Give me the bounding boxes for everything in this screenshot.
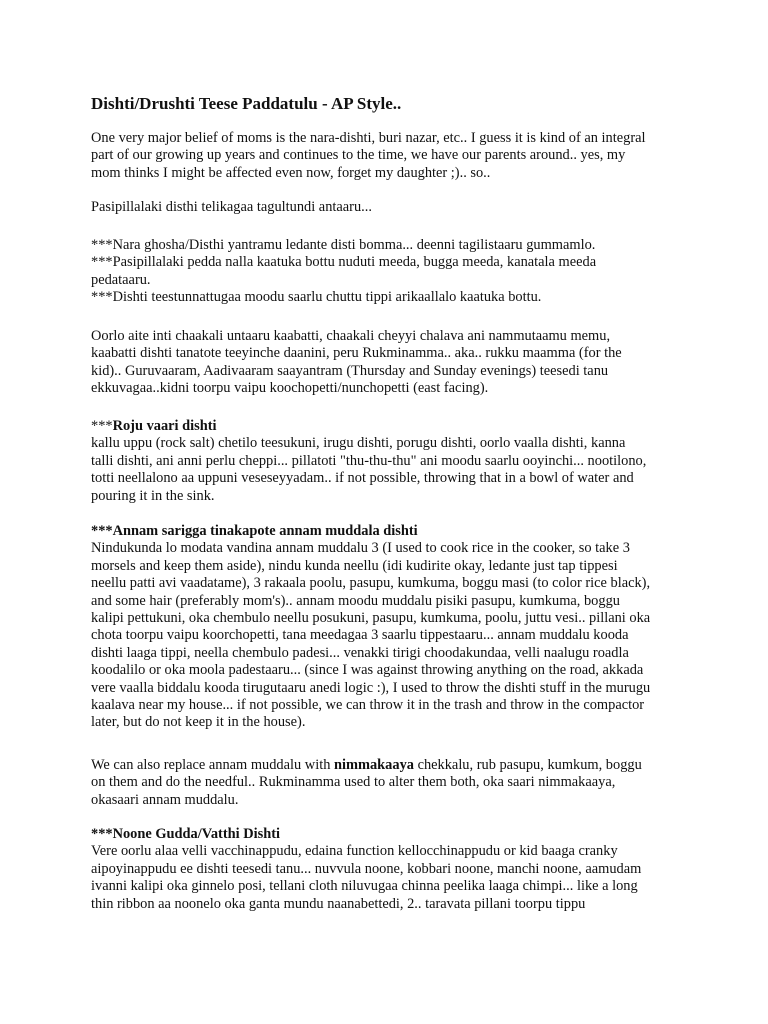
- text-line: kalipi pettukuni, oka chembulo neellu posukuni, pasupu, kumkuma, poolu, juttu vesi.. pillani oka: [91, 610, 651, 627]
- paragraph: [91, 328, 691, 398]
- text-line: kallu uppu (rock salt) chetilo teesukuni, irugu dishti, porugu dishti, oorlo vaalla dishti, kanna: [91, 435, 626, 452]
- text-line: totti neellalono aa uppuni veseseyyadam.. if not possible, throwing that in a bowl of water and: [91, 470, 634, 487]
- text-line: vere vaalla biddalu kooda tirugutaaru anedi logic :), I used to throw the dishti stuff in the murugu: [91, 679, 651, 696]
- intro-paragraph: [91, 130, 691, 182]
- text-line: ekkuvagaa..kidni toorpu vaipu koochopetti/nunchopetti (east facing).: [91, 380, 489, 397]
- text-line: kaabatti dishti tanatote teeyinche daanini, peru Rukminamma.. aka.. rukku maamma (for the: [91, 345, 622, 362]
- text-line: kaalava near my house... if not possible, we can throw it in the trash and throw in the compactor: [91, 697, 645, 714]
- text-line: and some hair (preferably mom's).. annam moodu muddalu pisiki pasupu, kumkuma, boggu: [91, 592, 620, 609]
- text-line: ivanni kalipi oka ginnelo posi, tellani cloth niluvugaa chinna peelika laaga chimpi... like a long: [91, 878, 638, 895]
- paragraph: [91, 199, 691, 216]
- document-title: Dishti/Drushti Teese Paddatulu - AP Style..: [91, 94, 402, 113]
- text-line: part of our growing up years and continues to the time, we have our parents around.. yes, my: [91, 147, 626, 164]
- text-line: dishti laaga tippi, neella chembulo padesi... venakki tirigi choodakundaa, velli naalugu roadla: [91, 644, 629, 661]
- text-line: aipoyinappudu ee dishti teesedi tanu... nuvvula noone, kobbari noone, manchi noone, aamudam: [91, 860, 642, 877]
- bold-term: nimmakaaya: [334, 757, 414, 773]
- text-line: mom thinks I might be affected even now, forget my daughter ;).. so..: [91, 164, 491, 181]
- heading-text: Roju vaari dishti: [112, 418, 217, 434]
- list-item: ***Nara ghosha/Disthi yantramu ledante disti bomma... deenni tagilistaaru gummamlo.: [91, 237, 596, 253]
- text-line: morsels and keep them aside), nindu kunda neellu (idi kudirite okay, ledante just tap tippesi: [91, 557, 618, 574]
- text-line: kid).. Guruvaaram, Aadivaaram saayantram (Thursday and Sunday evenings) teesedi tanu: [91, 362, 609, 379]
- section-heading: ***Annam sarigga tinakapote annam muddala dishti: [91, 523, 418, 539]
- text-line: Oorlo aite inti chaakali untaaru kaabatti, chaakali cheyyi chalava ani nammutaamu memu,: [91, 328, 611, 344]
- text-line: One very major belief of moms is the nara-dishti, buri nazar, etc.. I guess it is kind of an integral: [91, 130, 646, 146]
- list-item: ***Dishti teestunnattugaa moodu saarlu chuttu tippi arikaallalo kaatuka bottu.: [91, 289, 542, 306]
- text-line: We can also replace annam muddalu with nimmakaaya chekkalu, rub pasupu, kumkum, boggu: [91, 757, 642, 773]
- list-item: ***Pasipillalaki pedda nalla kaatuka bottu nuduti meeda, bugga meeda, kanatala meeda: [91, 254, 597, 271]
- text-line: pouring it in the sink.: [91, 487, 215, 504]
- text-line: thin ribbon aa noonelo oka ganta mundu naanabettedi, 2.. taravata pillani toorpu tippu: [91, 895, 586, 912]
- section-roju-vaari-dishti: [91, 418, 691, 505]
- section-heading: [91, 418, 691, 435]
- text-line: okasaari annam muddalu.: [91, 791, 239, 808]
- section-heading: ***Noone Gudda/Vatthi Dishti: [91, 826, 280, 842]
- section-annam-muddala-dishti: [91, 523, 691, 732]
- text-line: talli dishti, ani anni perlu cheppi... pillatoti "thu-thu-thu" ani moodu saarlu ooyinchi... nootilono,: [91, 452, 647, 469]
- heading-prefix: ***: [91, 418, 113, 434]
- text-line: koodalilo or oka moola padestaaru... (since I was against throwing anything on the road, akkada: [91, 662, 644, 679]
- text-line: later, but do not keep it in the house).: [91, 714, 306, 731]
- list-item: pedataaru.: [91, 271, 151, 288]
- text-line: neellu patti avi vaadatame), 3 rakaala poolu, pasupu, kumkuma, boggu masi (to color rice black),: [91, 575, 651, 592]
- paragraph: [91, 757, 691, 809]
- text-line: Nindukunda lo modata vandina annam muddalu 3 (I used to cook rice in the cooker, so take 3: [91, 540, 630, 557]
- bullet-list: [91, 237, 691, 307]
- text-line: Vere oorlu alaa velli vacchinappudu, edaina function kellocchinappudu or kid baaga cranky: [91, 843, 618, 860]
- text-line: on them and do the needful.. Rukminamma used to alter them both, oka saari nimmakaaya,: [91, 774, 616, 791]
- text-line: Pasipillalaki disthi telikagaa tagultundi antaaru...: [91, 199, 372, 215]
- section-noone-gudda-dishti: [91, 826, 691, 913]
- text-line: chota toorpu vaipu koorchopetti, tana meedagaa 3 saarlu tippestaaru... annam muddalu kooda: [91, 627, 629, 644]
